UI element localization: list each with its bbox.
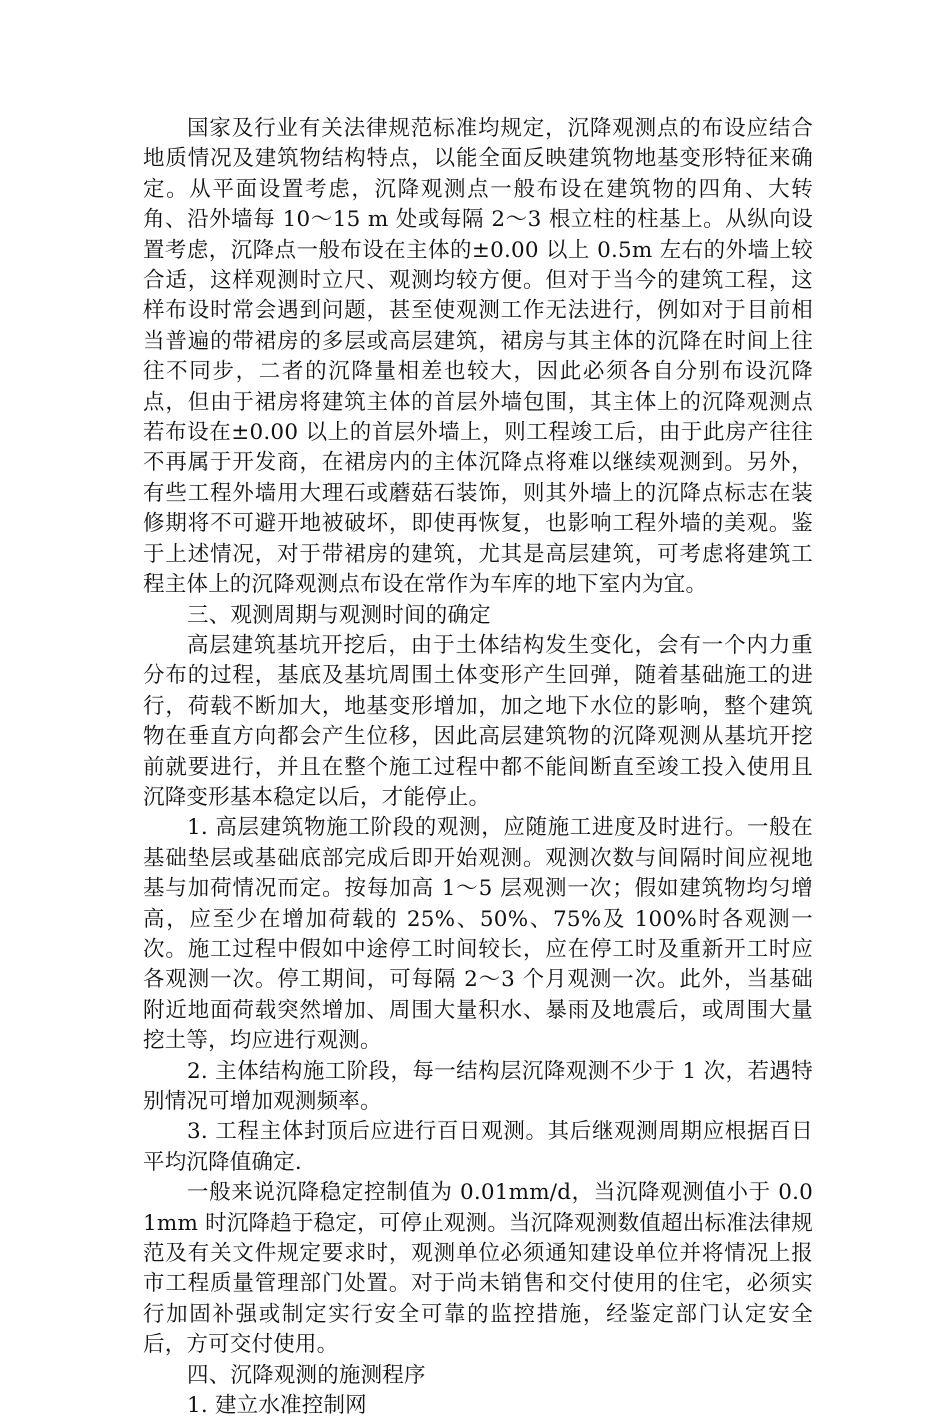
paragraph-item-1-construction-stage: 1. 高层建筑物施工阶段的观测，应随施工进度及时进行。一般在基础垫层或基础底部完成后即开始观测。观测次数与间隔时间应视地基与加荷情况而定。按每加高 1～5 层观测一次；假如建筑物均匀增高，应至少在增加荷载的 25%、50%、75%及 100%时各观测一次。施工过程中假如中途停工时间较长，应在停工时及重新开工时应各观测一次。停工期间，可每隔 2～3 个月观测一次。此外，当基础附近地面荷载突然增加、周围大量积水、暴雨及地震后，或周围大量挖土等，均应进行观测。 bbox=[143, 815, 813, 1054]
paragraph-observation-necessity: 高层建筑基坑开挖后，由于土体结构发生变化，会有一个内力重分布的过程，基底及基坑周围土体变形产生回弹，随着基础施工的进行，荷载不断加大，地基变形增加，加之地下水位的影响，整个建筑物在垂直方向都会产生位移，因此高层建筑物的沉降观测从基坑开挖前就要进行，并且在整个施工过程中都不能间断直至竣工投入使用且沉降变形基本稳定以后，才能停止。 bbox=[143, 632, 813, 810]
paragraph-stability-control: 一般来说沉降稳定控制值为 0.01mm/d，当沉降观测值小于 0.01mm 时沉降趋于稳定，可停止观测。当沉降观测数值超出标准法律规范及有关文件规定要求时，观测单位必须通知建设单位并将情况上报市工程质量管理部门处置。对于尚未销售和交付使用的住宅，必须实行加固补强或制定实行安全可靠的监控措施，经鉴定部门认定安全后，方可交付使用。 bbox=[143, 1180, 813, 1358]
paragraph-item-2-main-structure: 2. 主体结构施工阶段，每一结构层沉降观测不少于 1 次，若遇特别情况可增加观测频率。 bbox=[143, 1058, 813, 1114]
section-heading-3: 三、观测周期与观测时间的确定 bbox=[187, 602, 491, 628]
document-page bbox=[143, 114, 813, 1421]
paragraph-settlement-point-layout: 国家及行业有关法律规范标准均规定，沉降观测点的布设应结合地质情况及建筑物结构特点，以能全面反映建筑物地基变形特征来确定。从平面设置考虑，沉降观测点一般布设在建筑物的四角、大转角、沿外墙每 10～15 m 处或每隔 2～3 根立柱的柱基上。从纵向设置考虑，沉降点一般布设在主体的±0.00 以上 0.5m 左右的外墙上较合适，这样观测时立尺、观测均较方便。但对于当今的建筑工程，这样布设时常会遇到问题，甚至使观测工作无法进行，例如对于目前相当普遍的带裙房的多层或高层建筑，裙房与其主体的沉降在时间上往往不同步，二者的沉降量相差也较大，因此必须各自分别布设沉降点，但由于裙房将建筑主体的首层外墙包围，其主体上的沉降观测点若布设在±0.00 以上的首层外墙上，则工程竣工后，由于此房产往往不再属于开发商，在裙房内的主体沉降点将难以继续观测到。另外，有些工程外墙用大理石或蘑菇石装饰，则其外墙上的沉降点标志在装修期将不可避开地被破坏，即使再恢复，也影响工程外墙的美观。鉴于上述情况，对于带裙房的建筑，尤其是高层建筑，可考虑将建筑工程主体上的沉降观测点布设在常作为车库的地下室内为宜。 bbox=[143, 116, 813, 598]
subheading-leveling-network: 1. 建立水准控制网 bbox=[187, 1393, 367, 1419]
paragraph-item-3-topping-out: 3. 工程主体封顶后应进行百日观测。其后继观测周期应根据百日平均沉降值确定. bbox=[143, 1119, 813, 1175]
section-heading-4: 四、沉降观测的施测程序 bbox=[187, 1362, 426, 1388]
